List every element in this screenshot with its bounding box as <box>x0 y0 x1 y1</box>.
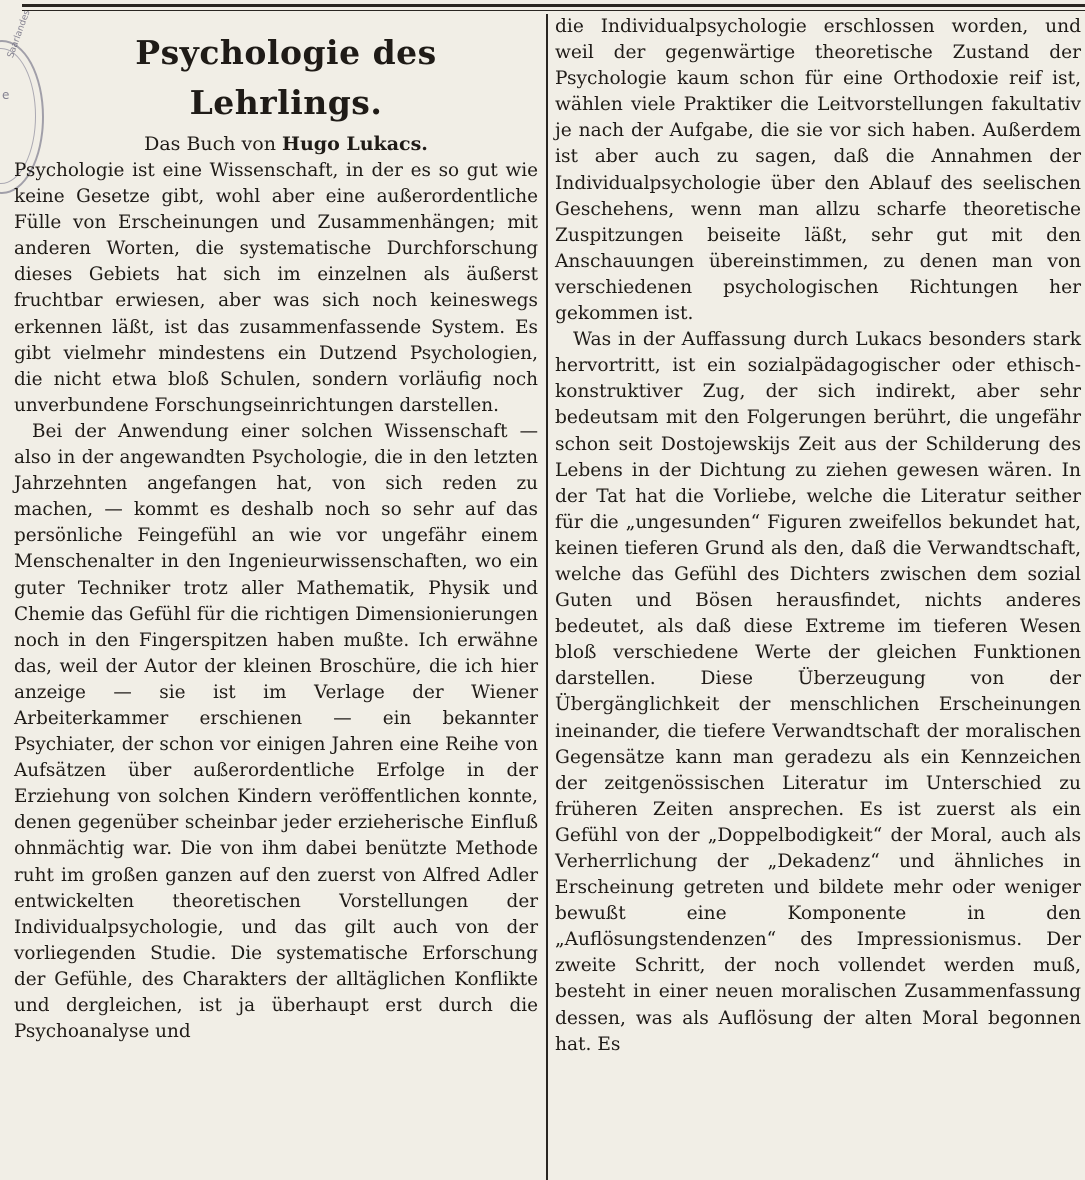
article-column-right <box>555 14 1081 1058</box>
subtitle-author: Hugo Lukacs. <box>282 133 428 155</box>
column-divider <box>546 14 548 1180</box>
right-paragraph-1: die Individualpsychologie erschlossen worden, und weil der gegenwärtige theoretische Zustand der Psychologie kaum schon für eine Orthodoxie reif ist, wählen viele Praktiker die Leitvorstellungen fakultativ je nach der Aufgabe, die sie vor sich haben. Außerdem ist aber auch zu sagen, daß die Annahmen der Individualpsychologie über den Ablauf des seelischen Geschehens, wenn man allzu scharfe theoretische Zuspitzungen beiseite läßt, sehr gut mit den Anschauungen übereinstimmen, zu denen man von verschiedenen psychologischen Richtungen her gekommen ist. <box>555 16 1081 325</box>
left-paragraph-1: Psychologie ist eine Wissenschaft, in der es so gut wie keine Gesetze gibt, wohl aber eine außerordentliche Fülle von Erscheinungen und Zusammenhängen; mit anderen Worten, die systematische Durchforschung dieses Gebiets hat sich im einzelnen als äußerst fruchtbar erwiesen, aber was sich noch keineswegs erkennen läßt, ist das zusammenfassende System. Es gibt vielmehr mindestens ein Dutzend Psychologien, die nicht etwa bloß Schulen, sondern vorläufig noch unverbundene Forschungseinrichtungen darstellen. <box>14 160 538 416</box>
top-rule-thin <box>22 10 1085 11</box>
subtitle-prefix: Das Buch von <box>144 133 276 155</box>
left-paragraph-2: Bei der Anwendung einer solchen Wissenschaft — also in der angewandten Psychologie, die in den letzten Jahrzehnten angefangen hat, von sich reden zu machen, — kommt es deshalb noch so sehr auf das persönliche Feingefühl an wie vor ungefähr einem Menschenalter in den Ingenieurwissenschaften, wo ein guter Techniker trotz aller Mathematik, Physik und Chemie das Gefühl für die richtigen Dimensionierungen noch in den Fingerspitzen haben mußte. Ich erwähne das, weil der Autor der kleinen Broschüre, die ich hier anzeige — sie ist im Verlage der Wiener Arbeiterkammer erschienen — ein bekannter Psychiater, der schon vor einigen Jahren eine Reihe von Aufsätzen über außerordentliche Erfolge in der Erziehung von solchen Kindern veröffentlichen konnte, denen gegenüber scheinbar jeder erzieherische Einfluß ohnmächtig war. Die von ihm dabei benützte Methode ruht im großen ganzen auf den zuerst von Alfred Adler entwickelten theoretischen Vorstellungen der Individualpsychologie, und das gilt auch von der vorliegenden Studie. Die systematische Erforschung der Gefühle, des Charakters der alltäglichen Konflikte und dergleichen, ist ja überhaupt erst durch die Psychoanalyse und <box>14 420 538 1043</box>
article-title: Psychologie des Lehrlings. <box>135 33 437 122</box>
top-rule <box>22 4 1085 7</box>
right-paragraph-2: Was in der Auffassung durch Lukacs besonders stark hervortritt, ist ein sozialpädagogischer oder ethisch-konstruktiver Zug, der sich indirekt, aber sehr bedeutsam mit den Folgerungen berührt, die ungefähr schon seit Dostojewskijs Zeit aus der Schilderung des Lebens in der Dichtung zu ziehen gewesen wären. In der Tat hat die Vorliebe, welche die Literatur seither für die „ungesunden“ Figuren zweifellos bekundet hat, keinen tieferen Grund als den, daß die Verwandtschaft, welche das Gefühl des Dichters zwischen dem sozial Guten und Bösen herausfindet, nichts anderes bedeutet, als daß diese Extreme im tieferen Wesen bloß verschiedene Werte der gleichen Funktionen darstellen. Diese Überzeugung von der Übergänglichkeit der menschlichen Erscheinungen ineinander, die tiefere Verwandtschaft der moralischen Gegensätze kann man geradezu als ein Kennzeichen der zeitgenössischen Literatur im Unterschied zu früheren Zeiten ansprechen. Es ist zuerst als ein Gefühl von der „Doppelbodigkeit“ der Moral, auch als Verherrlichung der „Dekadenz“ und ähnliches in Erscheinung getreten und bildete mehr oder weniger bewußt eine Komponente in den „Auflösungstendenzen“ des Impressionismus. Der zweite Schritt, der noch vollendet werden muß, besteht in einer neuen moralischen Zusammenfassung dessen, was als Auflösung der alten Moral begonnen hat. Es <box>555 329 1081 1055</box>
library-stamp-letter: e <box>2 88 10 102</box>
article-column-left <box>14 14 538 1045</box>
library-stamp-text: Saarlandes <box>6 8 33 60</box>
article-subtitle <box>34 130 538 158</box>
